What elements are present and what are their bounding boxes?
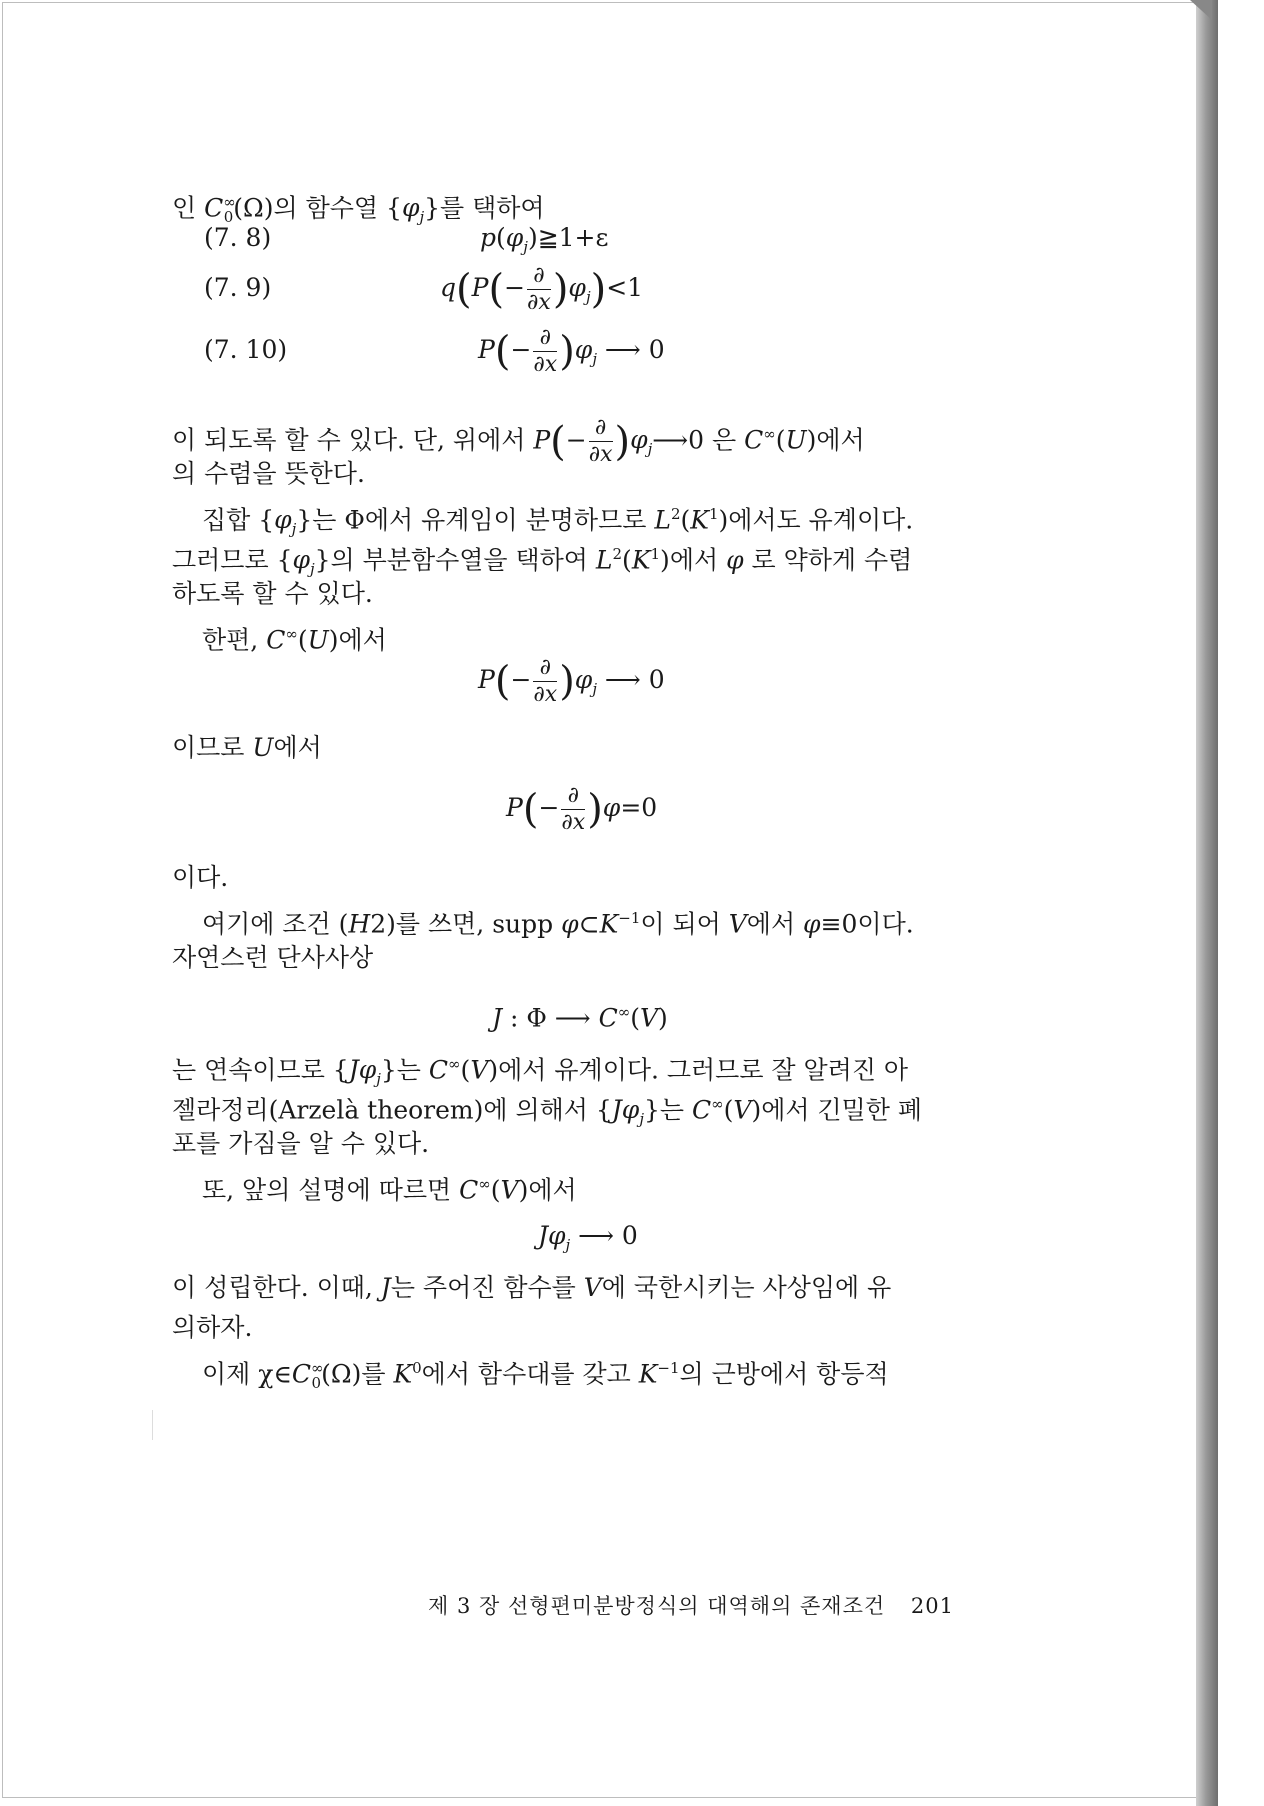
equation-7-8: $p(\varphi_j)≧1+\varepsilon$ <box>480 223 609 256</box>
text-line-7: 한편, C∞(U)에서 <box>202 625 387 655</box>
text-line-18: 이제 $\chi\in C^\infty_0(\Omega)$를 $K^0$에서 함수대를 갖고 $K^{-1}$의 근방에서 항등적 <box>202 1359 889 1393</box>
equation-number-7-9: (7. 9) <box>204 273 272 302</box>
text-line-14: 포를 가짐을 알 수 있다. <box>172 1129 430 1158</box>
display-equation-3: J : Φ ⟶ C∞(V) <box>492 1003 668 1033</box>
text-line-17: 의하자. <box>172 1313 253 1342</box>
book-spine <box>1196 0 1218 1806</box>
text-line-10: 여기에 조건 (H2)를 쓰면, supp $\varphi\subset K^{-1}$이 되어 V에서 φ≡0이다. <box>202 909 914 939</box>
text-line-12: 는 연속이므로 $\{J\varphi_j\}$는 C∞(V)에서 유계이다. 그러므로 잘 알려진 아 <box>172 1055 909 1089</box>
text-line-5: 그러므로 $\{\varphi_j\}$의 부분함수열을 택하여 $L^2(K^1)$에서 φ 로 약하게 수렴 <box>172 545 913 579</box>
display-equation-4: $J\varphi_j$ ⟶ 0 <box>538 1221 638 1254</box>
text-line-16: 이 성립한다. 이때, J는 주어진 함수를 V에 국한시키는 사상임에 유 <box>172 1273 892 1302</box>
text-line-13: 젤라정리(Arzelà theorem)에 의해서 $\{J\varphi_j\}$는 C∞(V)에서 긴밀한 폐 <box>172 1095 923 1129</box>
text-line-11: 자연스런 단사사상 <box>172 943 374 972</box>
text-line-8: 이므로 U에서 <box>172 733 322 762</box>
text-line-1: 인 $C^\infty_0(\Omega)$의 함수열 $\{\varphi_j\}$를 택하여 <box>172 193 545 227</box>
text-line-6: 하도록 할 수 있다. <box>172 579 373 608</box>
equation-7-9: q(P(− $\frac{\partial}{\partial x}$ )$\varphi_j)<1$ <box>440 263 644 315</box>
display-equation-1: P(− $\frac{\partial}{\partial x}$ )$\varphi_j$ ⟶ 0 <box>478 655 665 707</box>
page-number: 201 <box>910 1594 954 1618</box>
margin-mark <box>152 1410 153 1440</box>
text-line-15: 또, 앞의 설명에 따르면 C∞(V)에서 <box>202 1175 577 1205</box>
text-line-2: 이 되도록 할 수 있다. 단, 위에서 P(− $\frac{\partial}{\partial x}$ )$\varphi_j⟶0$ 은 C∞(U)에서 <box>172 415 865 468</box>
text-line-9: 이다. <box>172 863 229 892</box>
page-corner <box>1190 0 1212 20</box>
equation-number-7-10: (7. 10) <box>204 335 288 364</box>
text-line-3: 의 수렴을 뜻한다. <box>172 459 365 488</box>
equation-7-10: P(− $\frac{\partial}{\partial x}$ )$\varphi_j$ ⟶ 0 <box>478 325 665 377</box>
text-line-4: 집합 $\{\varphi_j\}$는 Φ에서 유계임이 분명하므로 $L^2(K^1)$에서도 유계이다. <box>202 505 914 539</box>
page-margin-right <box>1218 0 1264 1806</box>
page-footer <box>428 1590 1008 1620</box>
footer-chapter: 제 3 장 선형편미분방정식의 대역해의 존재조건 <box>428 1594 886 1618</box>
equation-number-7-8: (7. 8) <box>204 223 272 252</box>
display-equation-2: P(− $\frac{\partial}{\partial x}$ )φ=0 <box>506 783 658 835</box>
